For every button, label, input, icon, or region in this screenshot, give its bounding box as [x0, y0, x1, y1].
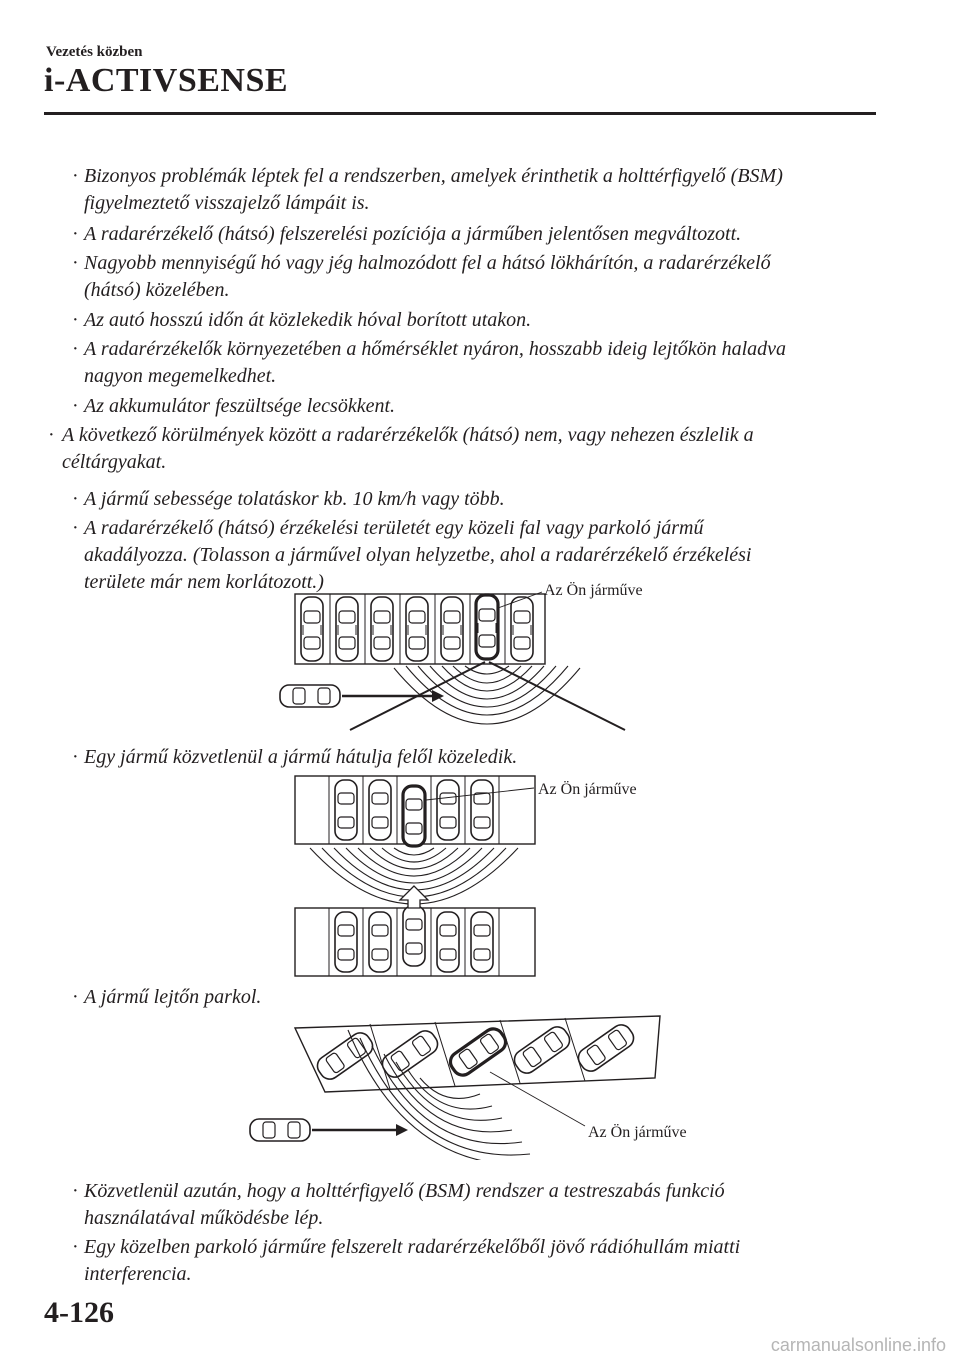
- list-item-cont: nagyon megemelkedhet.: [84, 365, 277, 387]
- list-item: A radarérzékelők környezetében a hőmérséklet nyáron, hosszabb ideig lejtőkön haladva: [84, 338, 787, 360]
- figure-approaching-vehicle: [290, 770, 660, 980]
- figure-wall-parking: [260, 580, 700, 740]
- bullet: ·: [72, 252, 79, 274]
- list-item: A jármű lejtőn parkol.: [84, 986, 262, 1008]
- list-item-cont: területe már nem korlátozott.): [84, 571, 324, 593]
- bullet: ·: [72, 517, 79, 539]
- list-item-cont: akadályozza. (Tolasson a járművel olyan helyzetbe, ahol a radarérzékelő érzékelési: [84, 544, 752, 566]
- bullet: ·: [72, 488, 79, 510]
- list-item: Bizonyos problémák léptek fel a rendszerben, amelyek érinthetik a holttérfigyelő (BSM): [84, 165, 783, 187]
- bullet: ·: [72, 986, 79, 1008]
- bullet: ·: [72, 309, 79, 331]
- list-item-cont: figyelmeztető visszajelző lámpáit is.: [84, 192, 370, 214]
- list-item: A radarérzékelő (hátsó) érzékelési területét egy közeli fal vagy parkoló jármű: [84, 517, 704, 539]
- list-item: Egy jármű közvetlenül a jármű hátulja felől közeledik.: [84, 746, 518, 768]
- list-item: Az akkumulátor feszültsége lecsökkent.: [84, 395, 396, 417]
- bullet: ·: [72, 338, 79, 360]
- bullet: ·: [72, 165, 79, 187]
- figure-caption: Az Ön járműve: [538, 781, 637, 798]
- list-item-cont: interferencia.: [84, 1263, 192, 1285]
- section-label: Vezetés közben: [46, 44, 143, 60]
- header-rule: [44, 112, 876, 115]
- main-item: A következő körülmények között a radarérzékelők (hátsó) nem, vagy nehezen észlelik a: [62, 424, 754, 446]
- main-item-cont: céltárgyakat.: [62, 451, 167, 473]
- list-item: A radarérzékelő (hátsó) felszerelési pozíciója a járműben jelentősen megváltozott.: [84, 223, 742, 245]
- list-item-cont: használatával működésbe lép.: [84, 1207, 324, 1229]
- bullet: ·: [72, 746, 79, 768]
- bullet: ·: [48, 424, 55, 446]
- watermark: carmanualsonline.info: [770, 1335, 946, 1355]
- list-item: Egy közelben parkoló járműre felszerelt radarérzékelőből jövő rádióhullám miatti: [84, 1236, 741, 1258]
- list-item: Az autó hosszú időn át közlekedik hóval borított utakon.: [84, 309, 532, 331]
- list-item: Nagyobb mennyiségű hó vagy jég halmozódott fel a hátsó lökhárítón, a radarérzékelő: [84, 252, 771, 274]
- figure-caption: Az Ön járműve: [588, 1124, 687, 1141]
- list-item: Közvetlenül azután, hogy a holttérfigyelő (BSM) rendszer a testreszabás funkció: [84, 1180, 725, 1202]
- bullet: ·: [72, 1180, 79, 1202]
- bullet: ·: [72, 1236, 79, 1258]
- bullet: ·: [72, 395, 79, 417]
- page-title: i-ACTIVSENSE: [44, 62, 289, 99]
- bullet: ·: [72, 223, 79, 245]
- list-item: A jármű sebessége tolatáskor kb. 10 km/h vagy több.: [84, 488, 505, 510]
- page-number: 4-126: [44, 1296, 114, 1329]
- figure-caption: Az Ön járműve: [544, 582, 643, 599]
- list-item-cont: (hátsó) közelében.: [84, 279, 230, 301]
